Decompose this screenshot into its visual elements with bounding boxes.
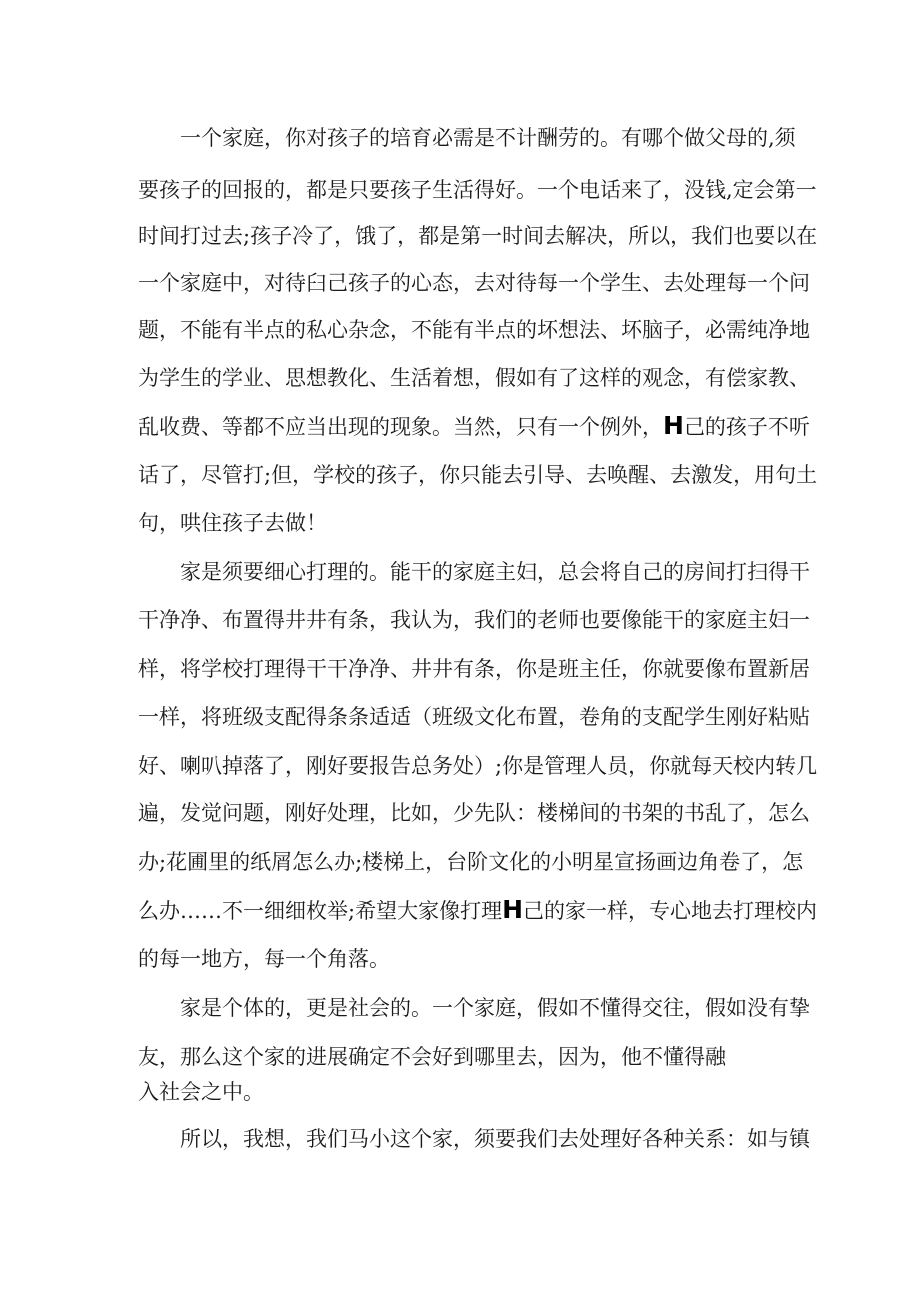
text-line: 一个家庭中，对待臼己孩子的心态，去对待每一个学生、去处理每一个问 [138, 271, 810, 295]
text-line: 遍，发觉问题，刚好处理，比如，少先队：楼梯间的书架的书乱了，怎么 [138, 801, 810, 825]
text-line-mixed [138, 895, 818, 925]
text-line: 样，将学校打理得干干净净、井井有条，你是班主任，你就要像布置新居 [138, 657, 810, 681]
text-line: 好、喇叭掉落了，刚好要报告总务处）;你是管理人员，你就每天校内转几 [138, 754, 818, 778]
text-line: 家是个体的，更是社会的。一个家庭，假如不懂得交往，假如没有挚 [180, 996, 810, 1020]
text-line: 友，那么这个家的进展确定不会好到哪里去，因为，他不懂得融 [138, 1045, 726, 1069]
text-line: 所以，我想，我们马小这个家，须要我们去处理好各种关系：如与镇 [180, 1127, 810, 1151]
text-line: 话了，尽管打;但，学校的孩子，你只能去引导、去唤醒、去激发，用句土 [138, 463, 818, 487]
text-line: 时间打过去;孩子冷了，饿了，都是第一时间去解决，所以，我们也要以在 [138, 224, 818, 248]
text-line: 家是须要细心打理的。能干的家庭主妇，总会将自己的房间打扫得干 [180, 560, 810, 584]
oversized-glyph: H [502, 895, 524, 924]
text-line-mixed [138, 411, 810, 441]
text-line: 一个家庭，你对孩子的培育必需是不计酬劳的。有哪个做父母的,须 [180, 126, 796, 150]
text-segment: 己的家一样，专心地去打理校内 [523, 899, 818, 923]
text-segment: 乱收费、等都不应当出现的现象。当然，只有一个例外， [138, 415, 663, 439]
text-line: 句，哄住孩子去做！ [138, 511, 327, 535]
text-line: 入社会之中。 [138, 1080, 264, 1104]
text-line: 一样，将班级支配得条条适适（班级文化布置，卷角的支配学生刚好粘贴 [138, 705, 810, 729]
oversized-glyph: H [663, 411, 684, 440]
text-line: 干净净、布置得井井有条，我认为，我们的老师也要像能干的家庭主妇一 [138, 608, 810, 632]
text-line: 题，不能有半点的私心杂念，不能有半点的坏想法、坏脑子，必需纯净地 [138, 318, 810, 342]
text-segment: 么办……不一细细枚举;希望大家像打理 [138, 899, 503, 923]
text-segment: 己的孩子不听 [683, 415, 810, 439]
text-line: 的每一地方，每一个角落。 [138, 947, 390, 971]
text-line: 要孩子的回报的，都是只要孩子生活得好。一个电话来了，没钱,定会第一 [138, 178, 817, 202]
text-line: 为学生的学业、思想教化、生活着想，假如有了这样的观念，有偿家教、 [138, 366, 810, 390]
text-line: 办;花圃里的纸屑怎么办;楼梯上，台阶文化的小明星宣扬画边角卷了，怎 [138, 850, 804, 874]
